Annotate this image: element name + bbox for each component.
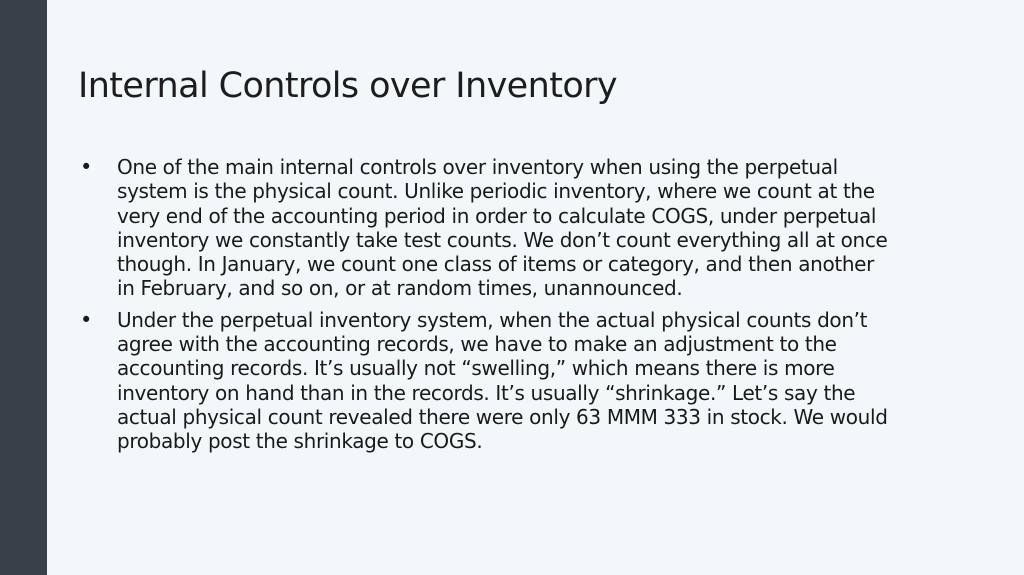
bullet-text-line: accounting records. It’s usually not “swelling,” which means there is more: [117, 356, 835, 381]
bullet-icon: •: [80, 307, 93, 332]
bullet-item: [80, 308, 960, 454]
bullet-item: [80, 155, 960, 301]
bullet-text-line: very end of the accounting period in order to calculate COGS, under perpetual: [117, 203, 877, 228]
bullet-text-line: inventory on hand than in the records. It’s usually “shrinkage.” Let’s say the: [117, 380, 856, 405]
bullet-text-line: actual physical count revealed there were only 63 MMM 333 in stock. We would: [117, 404, 888, 429]
bullet-text-line: system is the physical count. Unlike periodic inventory, where we count at the: [117, 179, 875, 204]
side-accent-bar: [0, 0, 47, 575]
bullet-text-line: probably post the shrinkage to COGS.: [117, 429, 483, 454]
bullet-list: [80, 155, 960, 461]
bullet-text-line: inventory we constantly take test counts. We don’t count everything all at once: [117, 227, 888, 252]
slide-title: Internal Controls over Inventory: [78, 66, 618, 106]
bullet-text-line: in February, and so on, or at random times, unannounced.: [117, 276, 683, 301]
bullet-text-line: Under the perpetual inventory system, when the actual physical counts don’t: [117, 307, 868, 332]
bullet-text-line: though. In January, we count one class of items or category, and then another: [117, 252, 874, 277]
bullet-text-line: agree with the accounting records, we have to make an adjustment to the: [117, 332, 837, 357]
bullet-text-line: One of the main internal controls over inventory when using the perpetual: [117, 155, 838, 179]
bullet-icon: •: [80, 155, 93, 179]
